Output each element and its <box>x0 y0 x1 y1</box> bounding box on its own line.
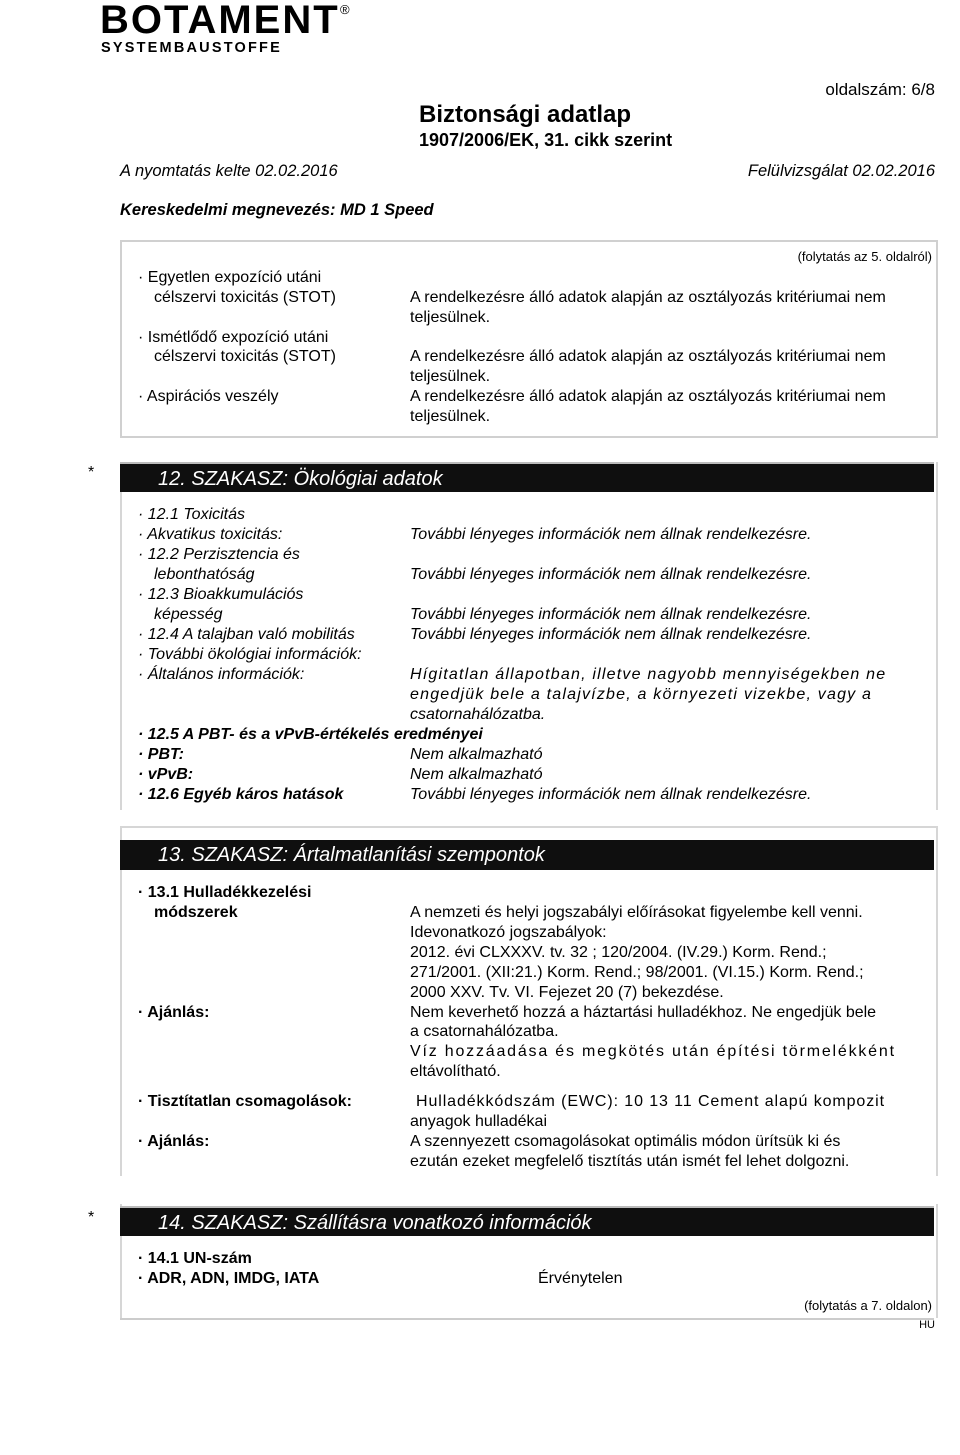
section-12-header: 12. SZAKASZ: Ökológiai adatok <box>120 462 934 492</box>
waste-methods-label: · 13.1 Hulladékkezelési <box>138 883 311 903</box>
waste-methods-value-2: Idevonatkozó jogszabályok: <box>410 924 607 941</box>
changed-marker-14: * <box>88 1209 95 1226</box>
continued-to-note: (folytatás a 7. oldalon) <box>804 1298 932 1313</box>
language-code: HU <box>919 1319 935 1331</box>
stot-single-label-cont: célszervi toxicitás (STOT) <box>154 289 336 306</box>
recommendation-2-value-2: ezután ezeket megfelelő tisztítás után ismét fel lehet dolgozni. <box>410 1153 850 1170</box>
other-effects-label: · 12.6 Egyéb káros hatások <box>138 785 343 805</box>
aquatic-toxicity-value: További lényeges információk nem állnak rendelkezésre. <box>410 526 812 543</box>
adr-value: Érvénytelen <box>538 1270 623 1287</box>
stot-single-label: · Egyetlen expozíció utáni <box>138 268 321 288</box>
general-info-value-3: csatornahálózatba. <box>410 706 546 723</box>
general-info-label: · Általános információk: <box>138 665 304 685</box>
section-14-header: 14. SZAKASZ: Szállításra vonatkozó információk <box>120 1206 934 1236</box>
mobility-label: · 12.4 A talajban való mobilitás <box>138 625 355 645</box>
persistence-label: · 12.2 Perzisztencia és <box>138 545 300 565</box>
bioaccumulation-label: · 12.3 Bioakkumulációs <box>138 585 303 605</box>
other-effects-value: További lényeges információk nem állnak rendelkezésre. <box>410 786 812 803</box>
aspiration-label: · Aspirációs veszély <box>138 387 279 407</box>
vpvb-value: Nem alkalmazható <box>410 766 543 783</box>
waste-methods-value-3: 2012. évi CLXXXV. tv. 32 ; 120/2004. (IV.29.) Korm. Rend.; <box>410 944 827 961</box>
waste-methods-value-5: 2000 XXV. Tv. VI. Fejezet 20 (7) bekezdése. <box>410 984 724 1001</box>
toxicity-label: · 12.1 Toxicitás <box>138 505 245 525</box>
general-info-value-2: engedjük bele a talajvízbe, a környezeti vizekbe, vagy a <box>410 686 873 703</box>
pbt-heading: · 12.5 A PBT- és a vPvB-értékelés eredményei <box>138 725 483 745</box>
uncleaned-packaging-label: · Tisztítatlan csomagolások: <box>138 1092 352 1112</box>
pbt-label: · PBT: <box>138 745 184 765</box>
stot-repeat-value: A rendelkezésre álló adatok alapján az osztályozás kritériumai nem teljesülnek. <box>410 348 886 385</box>
waste-methods-value-4: 271/2001. (XII:21.) Korm. Rend.; 98/2001. (VI.15.) Korm. Rend.; <box>410 964 864 981</box>
trade-name: Kereskedelmi megnevezés: MD 1 Speed <box>120 201 434 219</box>
waste-methods-value-1: A nemzeti és helyi jogszabályi előírásokat figyelembe kell venni. <box>410 904 863 921</box>
recommendation-value-2: a csatornahálózatba. <box>410 1023 559 1040</box>
persistence-label-cont: lebonthatóság <box>154 566 255 583</box>
changed-marker: * <box>88 464 95 481</box>
adr-label: · ADR, ADN, IMDG, IATA <box>138 1269 319 1289</box>
persistence-value: További lényeges információk nem állnak rendelkezésre. <box>410 566 812 583</box>
recommendation-value-4: eltávolítható. <box>410 1063 501 1080</box>
document-subtitle: 1907/2006/EK, 31. cikk szerint <box>419 130 673 150</box>
stot-repeat-label: · Ismétlődő expozíció utáni <box>138 328 328 348</box>
further-eco-info-label: · További ökológiai információk: <box>138 645 362 665</box>
print-date: A nyomtatás kelte 02.02.2016 <box>120 162 338 180</box>
section-13-header: 13. SZAKASZ: Ártalmatlanítási szempontok <box>120 840 934 870</box>
recommendation-label: · Ajánlás: <box>138 1003 209 1023</box>
revision-date: Felülvizsgálat 02.02.2016 <box>747 162 935 180</box>
page-number: oldalszám: 6/8 <box>825 80 935 99</box>
aquatic-toxicity-label: · Akvatikus toxicitás: <box>138 525 282 545</box>
un-number-label: · 14.1 UN-szám <box>138 1249 252 1269</box>
recommendation-value-1: Nem keverhető hozzá a háztartási hulladékhoz. Ne engedjük bele <box>410 1004 877 1021</box>
stot-repeat-label-cont: célszervi toxicitás (STOT) <box>154 348 336 365</box>
recommendation-value-3: Víz hozzáadása és megkötés után építési törmelékként <box>410 1043 896 1060</box>
stot-single-value: A rendelkezésre álló adatok alapján az osztályozás kritériumai nem teljesülnek. <box>410 289 886 326</box>
registered-mark: ® <box>340 2 350 17</box>
section-13-top-rule <box>120 826 938 828</box>
pbt-value: Nem alkalmazható <box>410 746 543 763</box>
waste-methods-label-cont: módszerek <box>154 904 238 921</box>
brand-logo: BOTAMENT <box>100 0 340 42</box>
uncleaned-packaging-value-2: anyagok hulladékai <box>410 1113 547 1130</box>
vpvb-label: · vPvB: <box>138 765 193 785</box>
general-info-value-1: Hígitatlan állapotban, illetve nagyobb mennyiségekben ne <box>410 666 887 683</box>
footer-rule <box>120 1318 934 1320</box>
uncleaned-packaging-value-1: Hulladékkódszám (EWC): 10 13 11 Cement alapú kompozit <box>416 1093 885 1110</box>
brand-tagline: SYSTEMBAUSTOFFE <box>101 40 282 56</box>
continued-from-note: (folytatás az 5. oldalról) <box>797 249 932 264</box>
mobility-value: További lényeges információk nem állnak rendelkezésre. <box>410 626 812 643</box>
recommendation-2-label: · Ajánlás: <box>138 1132 209 1152</box>
aspiration-value: A rendelkezésre álló adatok alapján az osztályozás kritériumai nem teljesülnek. <box>410 388 886 425</box>
recommendation-2-value-1: A szennyezett csomagolásokat optimális módon ürítsük ki és <box>410 1133 841 1150</box>
bioaccumulation-value: További lényeges információk nem állnak rendelkezésre. <box>410 606 812 623</box>
bioaccumulation-label-cont: képesség <box>154 606 223 623</box>
document-title: Biztonsági adatlap <box>419 101 632 128</box>
